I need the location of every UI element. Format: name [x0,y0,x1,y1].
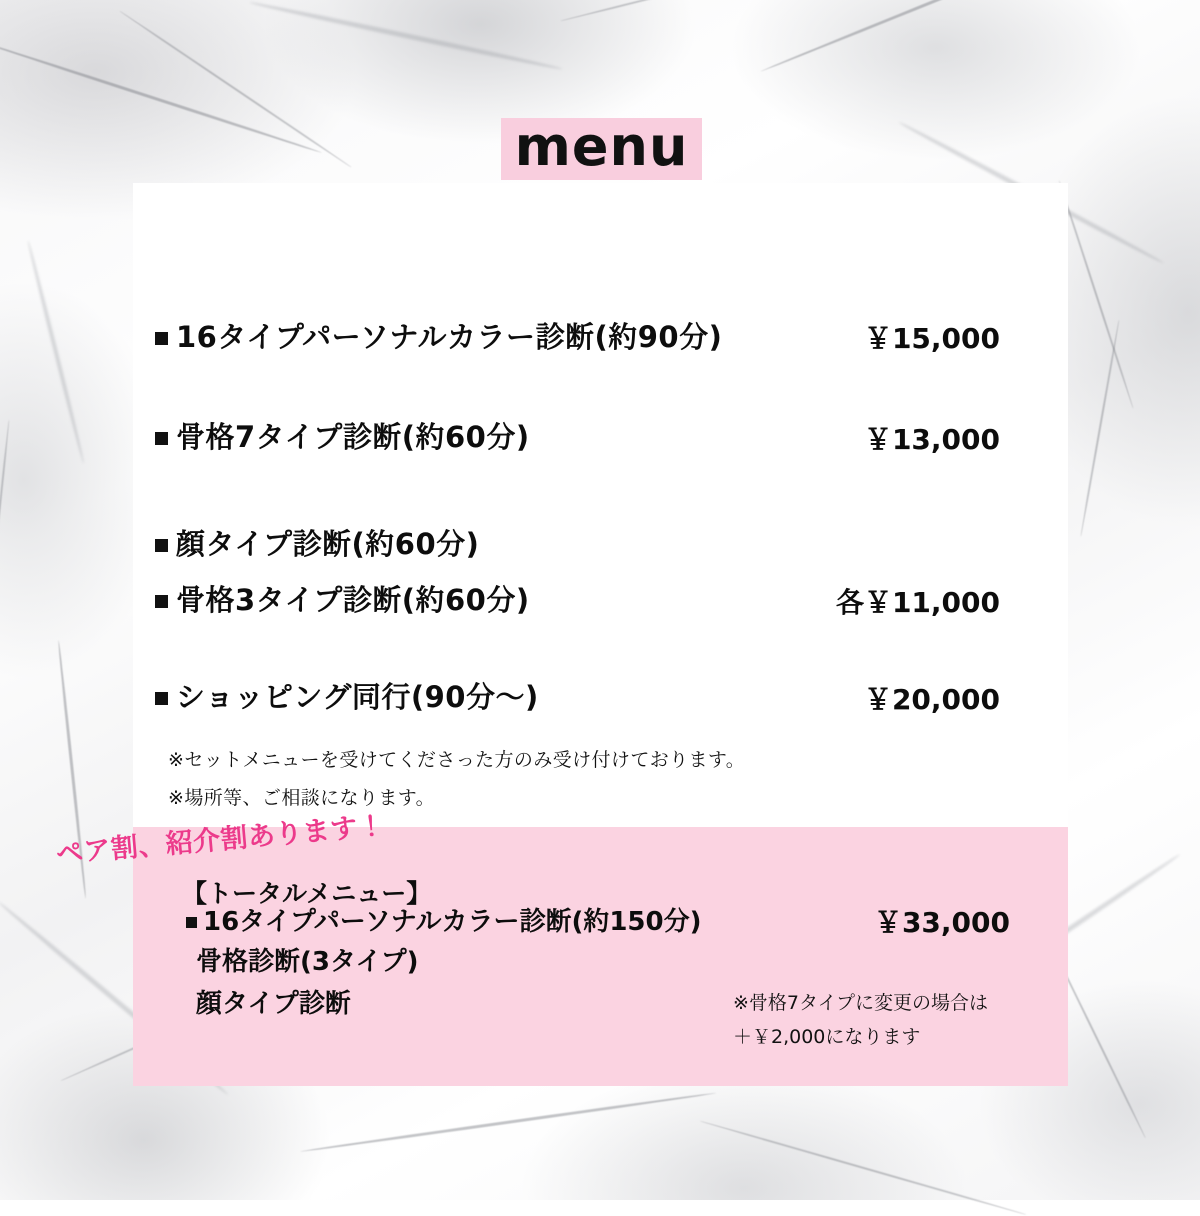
promo-line-label: 16タイプパーソナルカラー診断(約150分) [203,907,702,937]
marble-vein [699,1120,1026,1216]
square-bullet-icon [155,539,168,552]
marble-vein [26,240,86,464]
marble-vein [119,10,352,168]
promo-fine-print: ＋￥2,000になります [733,1026,921,1048]
promo-price: ￥33,000 [873,906,1010,939]
marble-vein [1058,180,1134,409]
menu-item-price: 各￥11,000 [835,586,1000,619]
promo-fine-print: ※骨格7タイプに変更の場合は [733,992,989,1014]
marble-vein [300,1092,716,1153]
marble-vein [560,0,852,22]
menu-item-row [155,675,539,716]
menu-note: ※場所等、ご相談になります。 [168,787,436,809]
promo-line [186,901,702,938]
menu-item-label: 骨格3タイプ診断(約60分) [176,583,530,617]
marble-vein [249,0,563,71]
menu-item-price: ￥15,000 [863,322,1000,355]
square-bullet-icon [155,692,168,705]
promo-line [196,941,419,978]
square-bullet-icon [186,917,197,928]
menu-item-row [155,522,479,563]
menu-item-label: ショッピング同行(90分〜) [176,680,539,714]
menu-item-row [155,578,530,619]
marble-vein [1080,320,1120,537]
promo-line-label: 顔タイプ診断 [196,989,351,1019]
menu-item-row [155,315,722,356]
marble-vein [760,0,1151,73]
promo-line [196,983,351,1020]
menu-item-row [155,415,530,456]
square-bullet-icon [155,432,168,445]
marble-vein [0,40,322,154]
promo-line-label: 骨格診断(3タイプ) [196,947,419,977]
page-title: menu [514,115,689,178]
square-bullet-icon [155,332,168,345]
promo-badge: ペア割、紹介割あります！ [54,810,387,870]
square-bullet-icon [155,595,168,608]
menu-item-label: 顔タイプ診断(約60分) [176,527,480,561]
menu-item-price: ￥20,000 [863,683,1000,716]
promo-heading: 【トータルメニュー】 [182,879,432,908]
menu-item-price: ￥13,000 [863,423,1000,456]
menu-item-label: 16タイプパーソナルカラー診断(約90分) [176,320,723,354]
marble-vein [0,420,10,659]
menu-note: ※セットメニューを受けてくださった方のみ受け付けております。 [168,749,746,771]
menu-item-label: 骨格7タイプ診断(約60分) [176,420,530,454]
